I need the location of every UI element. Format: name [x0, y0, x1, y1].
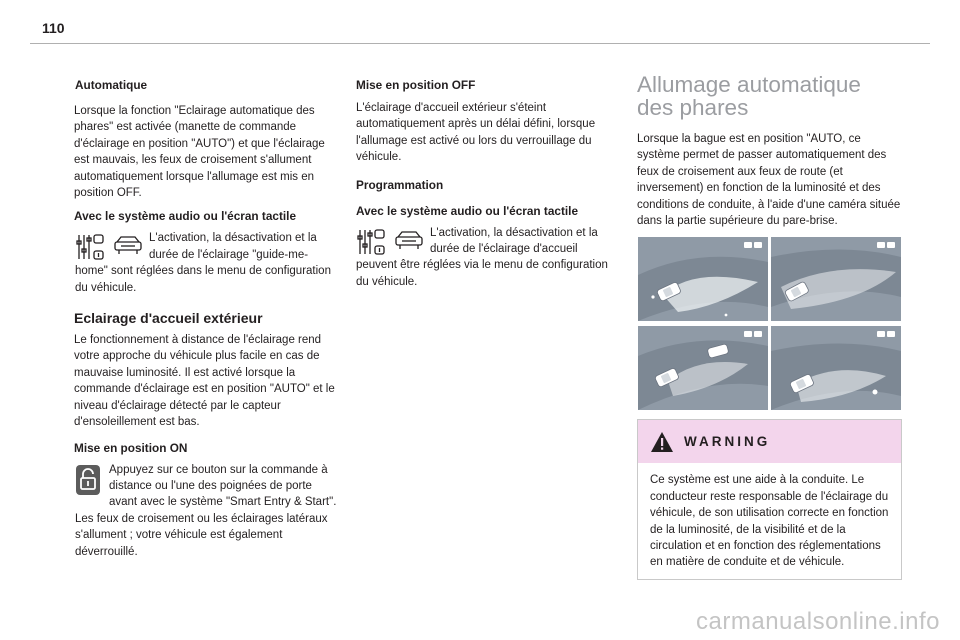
para-audio-system: L'activation, la désactivation et la durée de l'éclairage "guide-me-home" sont réglées dans le menu de configuration du véhicule. — [75, 232, 331, 294]
audio-settings-block — [75, 230, 338, 296]
diagram-road-scene — [771, 237, 901, 321]
warning-body — [638, 463, 901, 578]
section-title-line2: des phares — [637, 95, 749, 120]
audio-settings-block-2 — [356, 225, 612, 291]
warning-box — [637, 419, 902, 579]
heading-eclairage-accueil: Eclairage d'accueil extérieur — [74, 310, 263, 327]
warning-header — [638, 420, 901, 463]
diagram-road-scene — [771, 326, 901, 410]
para-automatique: Lorsque la fonction "Eclairage automatique des phares" est activée (manette de commande d'éclairage en position "AUTO") et que l'éclairage est mauvais, les feux de croisement s'allument automatiquement lorsque l'allumage est mis en position OFF. — [74, 105, 325, 200]
header-rule — [30, 43, 930, 44]
watermark: carmanualsonline.info — [696, 608, 940, 635]
diagram-road-scene — [638, 326, 768, 410]
warning-text: Ce système est une aide à la conduite. Le conducteur reste responsable de l'éclairage du véhicule, de son utilisation correcte en fonction de la luminosité, de la visibilité et de la circulation et en fonction des réglementations en matière de conduite et de véhicule. — [650, 474, 889, 569]
diagram-bottom-left — [638, 326, 768, 410]
para-mise-on: Appuyez sur ce bouton sur la commande à distance ou l'une des poignées de porte avant avec le système "Smart Entry & Start". Les feux de croisement ou les éclairages latéraux s'allument ; votre véhicule est également déverrouillé. — [75, 463, 337, 558]
section-title-line1: Allumage automatique — [637, 72, 861, 97]
para-audio-system-2: L'activation, la désactivation et la durée de l'éclairage d'accueil peuvent être réglées via le menu de configuration du véhicule. — [356, 226, 608, 288]
para-intro: Lorsque la bague est en position "AUTO, ce système permet de passer automatiquement des feux de croisement aux feux de route (et inversement) en fonction de la luminosité et des conditions de conduite, à l'aide d'une caméra située dans la partie supérieure du pare-brise. — [637, 133, 901, 228]
unlock-block — [75, 462, 338, 560]
heading-mise-on: Mise en position ON — [74, 440, 188, 455]
audio-touchscreen-icon — [356, 227, 426, 257]
diagram-road-scene — [638, 237, 768, 321]
column-right — [637, 60, 902, 580]
column-middle — [356, 60, 612, 290]
para-eclairage-accueil: Le fonctionnement à distance de l'éclairage rend votre approche du véhicule plus facile en cas de mauvaise luminosité. Il est activé lorsque la commande d'éclairage est en position "AUTO" et le niveau d'éclairage détecté par le capteur d'ensoleillement est bas. — [74, 334, 335, 429]
column-left — [75, 60, 338, 560]
page-number: 110 — [42, 20, 65, 36]
para-mise-off: L'éclairage d'accueil extérieur s'éteint automatiquement après un délai défini, lorsque l'allumage est activé ou lors du verrouillage du véhicule. — [356, 102, 596, 164]
diagram-bottom-right — [771, 326, 901, 410]
heading-audio-system-2: Avec le système audio ou l'écran tactile — [356, 203, 579, 218]
heading-mise-off: Mise en position OFF — [356, 78, 476, 92]
headlamp-diagrams — [637, 237, 902, 411]
audio-touchscreen-icon — [75, 232, 145, 262]
unlock-button-icon — [75, 464, 101, 496]
warning-triangle-icon — [650, 431, 674, 453]
warning-title: WARNING — [684, 434, 771, 450]
heading-automatique: Automatique — [75, 78, 148, 92]
diagram-top-right — [771, 237, 901, 321]
diagram-top-left — [638, 237, 768, 321]
heading-audio-system: Avec le système audio ou l'écran tactile — [74, 209, 297, 224]
heading-programmation: Programmation — [356, 177, 444, 192]
